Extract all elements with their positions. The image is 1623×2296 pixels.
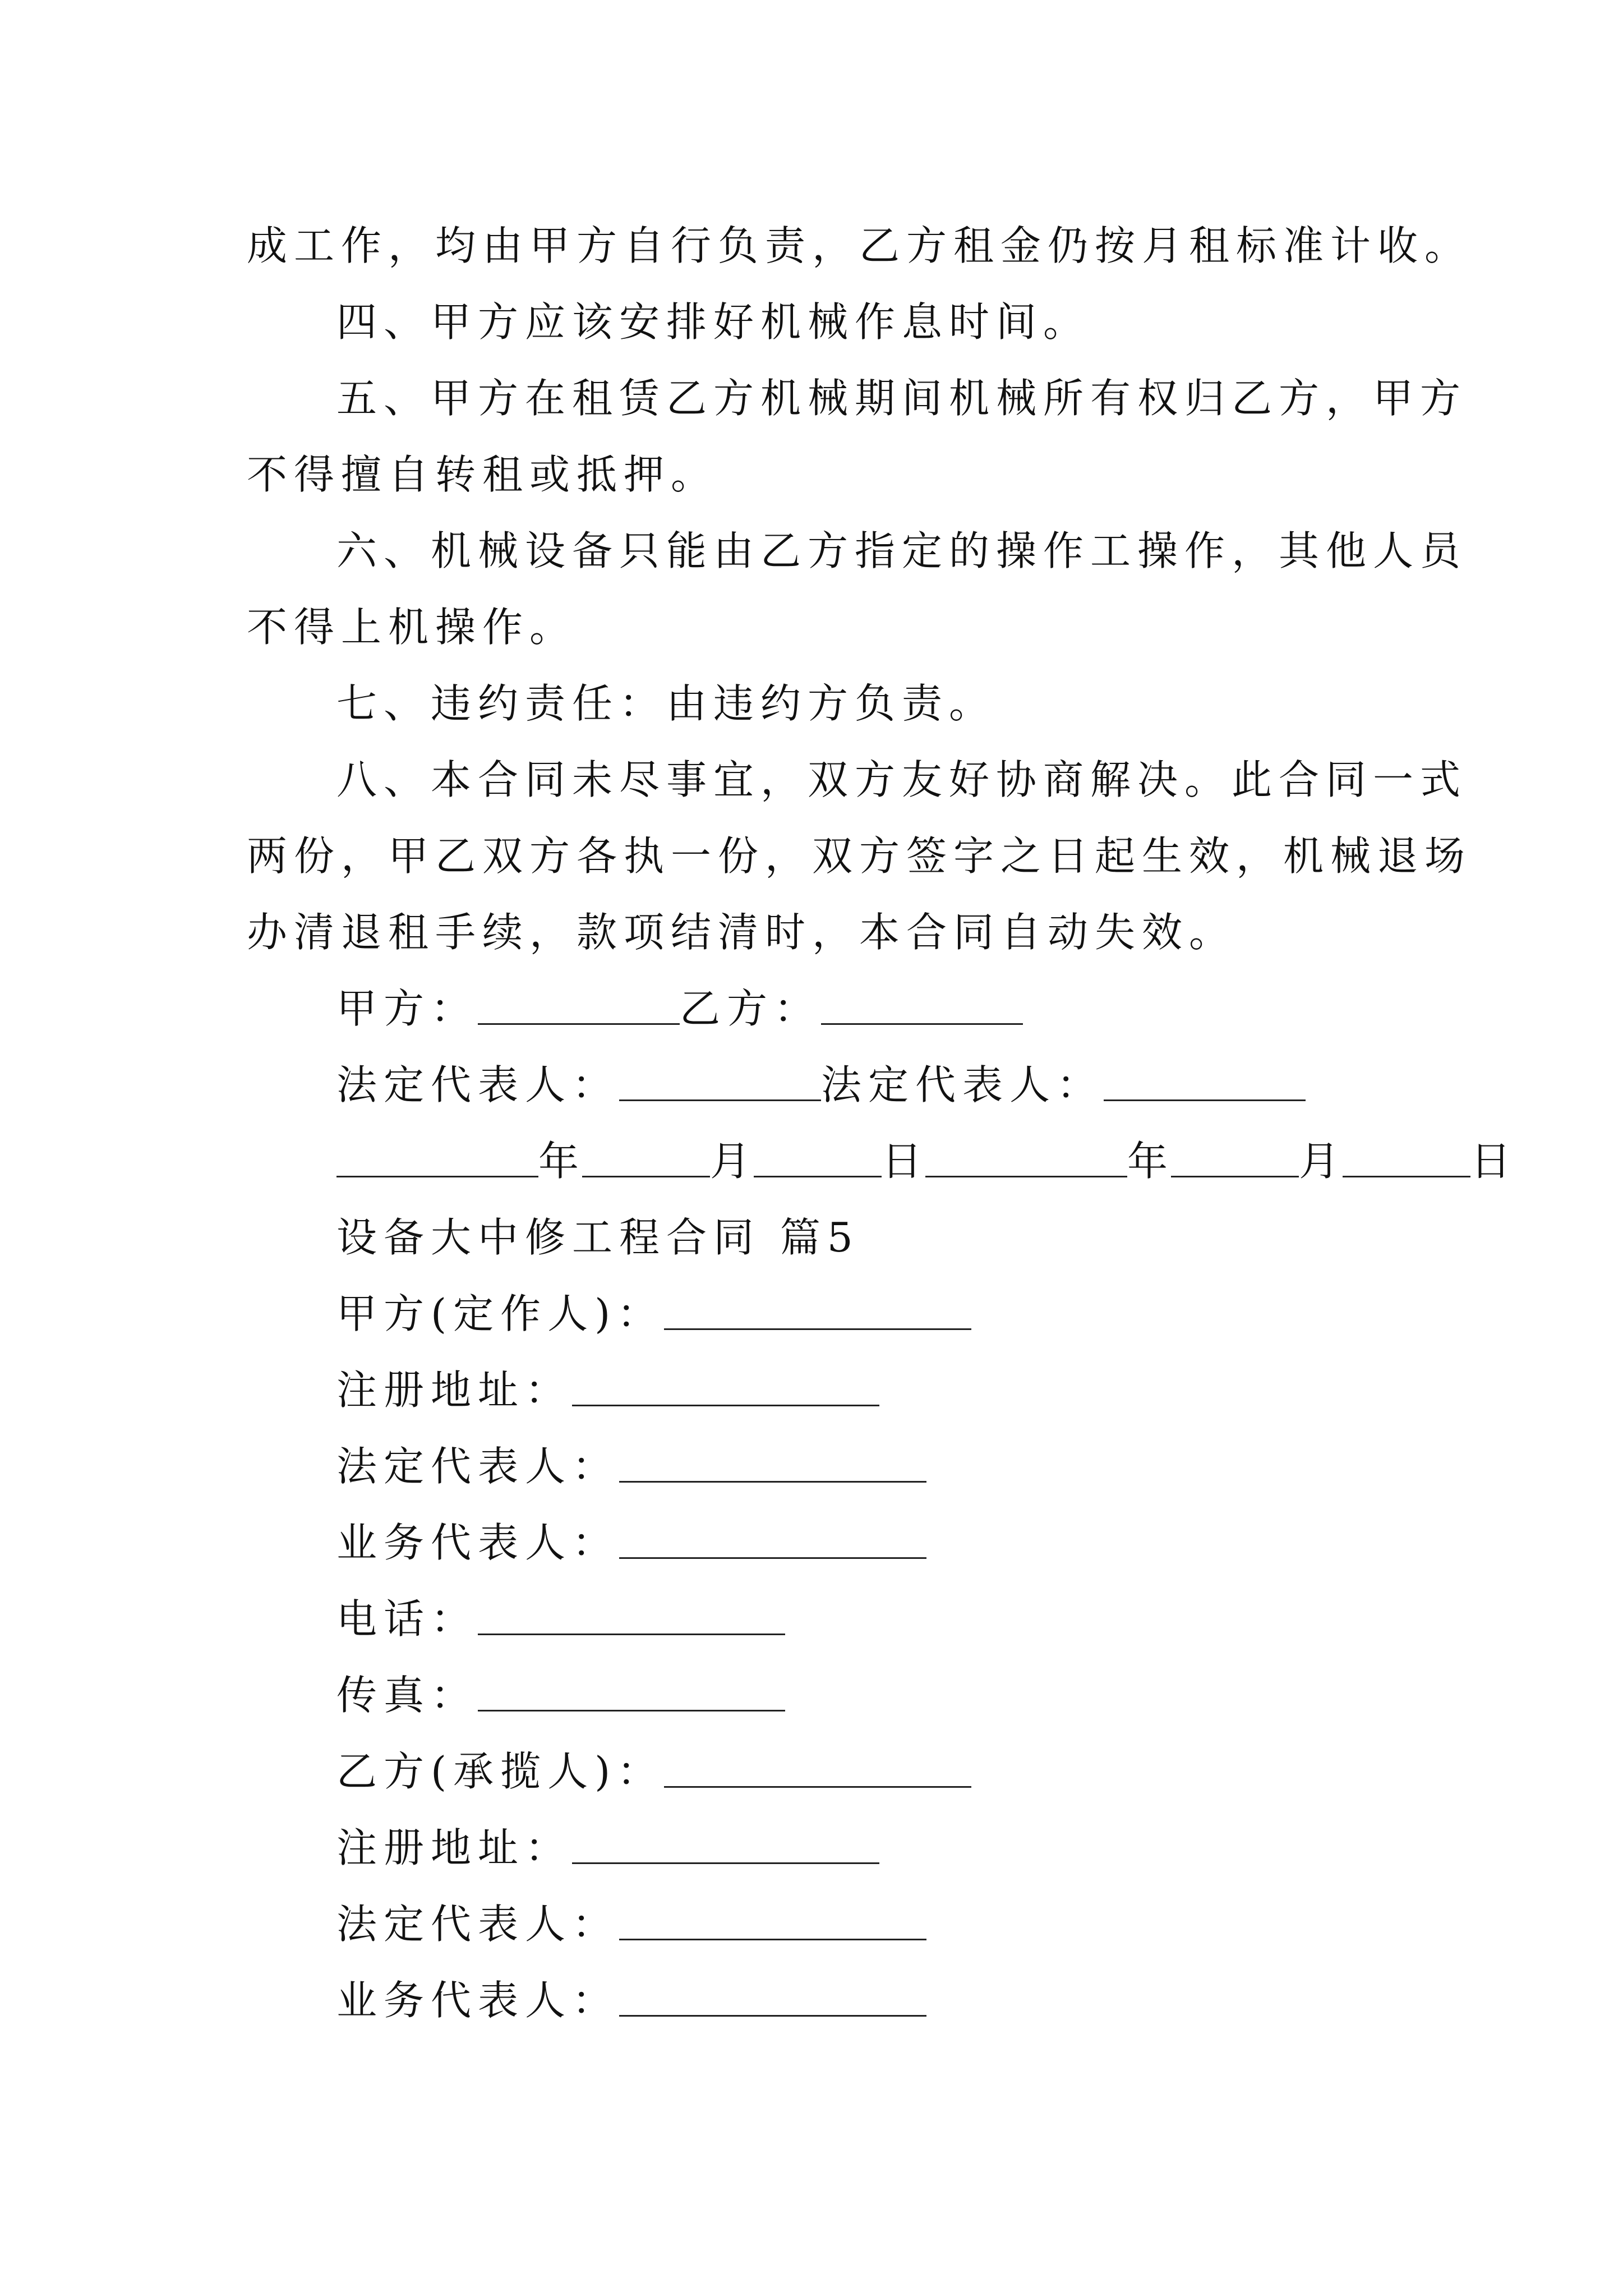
field-label: 业务代表人： [336, 1977, 620, 2024]
field-blank[interactable] [619, 1439, 926, 1483]
paragraph-line: 成工作，均由甲方自行负责，乙方租金仍按月租标准计收。 [247, 222, 1472, 269]
month-label: 月 [1299, 1138, 1343, 1185]
field-label: 注册地址： [336, 1824, 573, 1871]
legal-rep-b-label: 法定代表人： [821, 1061, 1104, 1108]
field-blank[interactable] [619, 1516, 926, 1559]
field-blank[interactable] [478, 1592, 785, 1635]
field-row [336, 1668, 785, 1722]
field-row [336, 1363, 879, 1417]
field-row [336, 1897, 926, 1951]
field-row [336, 1592, 785, 1646]
field-label: 注册地址： [336, 1366, 573, 1414]
field-blank[interactable] [664, 1287, 971, 1330]
field-label: 业务代表人： [336, 1519, 620, 1566]
clause-6-line-2: 不得上机操作。 [247, 604, 577, 651]
signature-legal-rep-row [336, 1058, 1306, 1112]
field-blank[interactable] [664, 1745, 971, 1788]
legal-rep-a-blank[interactable] [619, 1058, 821, 1101]
date-b-year-blank[interactable] [925, 1134, 1127, 1177]
field-blank[interactable] [572, 1363, 879, 1406]
clause-8-line-1: 八、本合同未尽事宜，双方友好协商解决。此合同一式 [336, 756, 1468, 803]
field-label: 法定代表人： [336, 1443, 620, 1490]
field-blank[interactable] [478, 1668, 785, 1711]
field-label: 甲方(定作人)： [336, 1290, 665, 1337]
field-label: 乙方(承揽人)： [336, 1748, 665, 1795]
section-title: 设备大中修工程合同 篇5 [336, 1214, 860, 1261]
party-b-blank[interactable] [821, 982, 1023, 1025]
date-a-year-blank[interactable] [336, 1134, 538, 1177]
field-blank[interactable] [572, 1821, 879, 1864]
field-row [336, 1287, 971, 1341]
signature-date-row [336, 1134, 1514, 1188]
field-label: 传真： [336, 1672, 478, 1719]
clause-4: 四、甲方应该安排好机械作息时间。 [336, 298, 1091, 346]
signature-parties-row [336, 982, 1023, 1036]
field-row [336, 1516, 926, 1570]
field-blank[interactable] [619, 1897, 926, 1940]
date-a-month-blank[interactable] [582, 1134, 710, 1177]
party-b-label: 乙方： [680, 985, 822, 1032]
field-row [336, 1821, 879, 1875]
clause-6-line-1: 六、机械设备只能由乙方指定的操作工操作，其他人员 [336, 527, 1468, 574]
month-label: 月 [710, 1138, 754, 1185]
day-label: 日 [1470, 1138, 1515, 1185]
clause-8-line-2: 两份，甲乙双方各执一份，双方签字之日起生效，机械退场 [247, 832, 1472, 880]
party-a-blank[interactable] [478, 982, 680, 1025]
field-row [336, 1439, 926, 1493]
date-b-day-blank[interactable] [1343, 1134, 1470, 1177]
field-row [336, 1745, 971, 1798]
field-label: 法定代表人： [336, 1901, 620, 1948]
year-label: 年 [538, 1138, 583, 1185]
field-row [336, 1973, 926, 2027]
clause-5-line-1: 五、甲方在租赁乙方机械期间机械所有权归乙方，甲方 [336, 375, 1468, 422]
year-label: 年 [1127, 1138, 1172, 1185]
date-b-month-blank[interactable] [1171, 1134, 1299, 1177]
legal-rep-b-blank[interactable] [1104, 1058, 1306, 1101]
party-a-label: 甲方： [336, 985, 478, 1032]
clause-5-line-2: 不得擅自转租或抵押。 [247, 451, 718, 498]
clause-7: 七、违约责任：由违约方负责。 [336, 680, 997, 727]
legal-rep-a-label: 法定代表人： [336, 1061, 620, 1108]
day-label: 日 [882, 1138, 926, 1185]
clause-8-line-3: 办清退租手续，款项结清时，本合同自动失效。 [247, 909, 1237, 956]
field-label: 电话： [336, 1595, 478, 1642]
field-blank[interactable] [619, 1973, 926, 2017]
date-a-day-blank[interactable] [754, 1134, 882, 1177]
